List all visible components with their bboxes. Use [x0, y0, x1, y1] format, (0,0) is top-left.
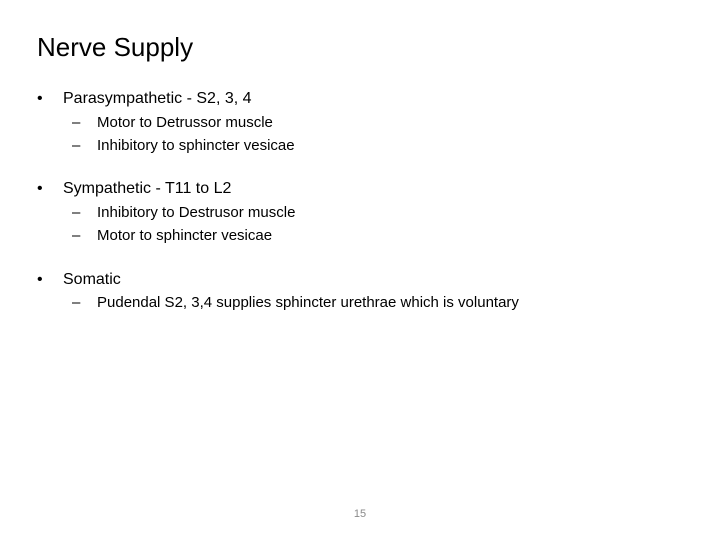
sub-item-text: Pudendal S2, 3,4 supplies sphincter urethrae which is voluntary: [97, 294, 519, 311]
bullet-text: Somatic: [63, 271, 121, 288]
dash-marker: –: [72, 204, 81, 221]
dash-marker: –: [72, 294, 81, 311]
bullet-marker: •: [37, 90, 43, 107]
sub-item: [0, 201, 720, 224]
sub-item-text: Motor to sphincter vesicae: [97, 227, 273, 244]
slide-title: Nerve Supply: [37, 32, 194, 62]
bullet-line: [0, 268, 720, 291]
bullet-marker: •: [37, 180, 43, 197]
sub-item: [0, 111, 720, 134]
sub-item-text: Inhibitory to Destrusor muscle: [97, 204, 296, 221]
bullet-line: [0, 177, 720, 201]
bullet-item-sympathetic: [0, 177, 720, 247]
sub-item: [0, 224, 720, 247]
bullet-item-somatic: [0, 268, 720, 314]
sub-item-text: Inhibitory to sphincter vesicae: [97, 137, 295, 154]
bullet-marker: •: [37, 271, 43, 288]
dash-marker: –: [72, 114, 81, 131]
dash-marker: –: [72, 227, 81, 244]
sub-item: [0, 291, 720, 314]
dash-marker: –: [72, 137, 81, 154]
page-number: 15: [353, 508, 367, 520]
bullet-item-parasympathetic: [0, 87, 720, 157]
bullet-text: Sympathetic - T11 to L2: [63, 180, 232, 197]
bullet-line: [0, 87, 720, 111]
sub-item: [0, 134, 720, 157]
sub-item-text: Motor to Detrussor muscle: [97, 114, 273, 131]
bullet-text: Parasympathetic - S2, 3, 4: [63, 90, 252, 107]
